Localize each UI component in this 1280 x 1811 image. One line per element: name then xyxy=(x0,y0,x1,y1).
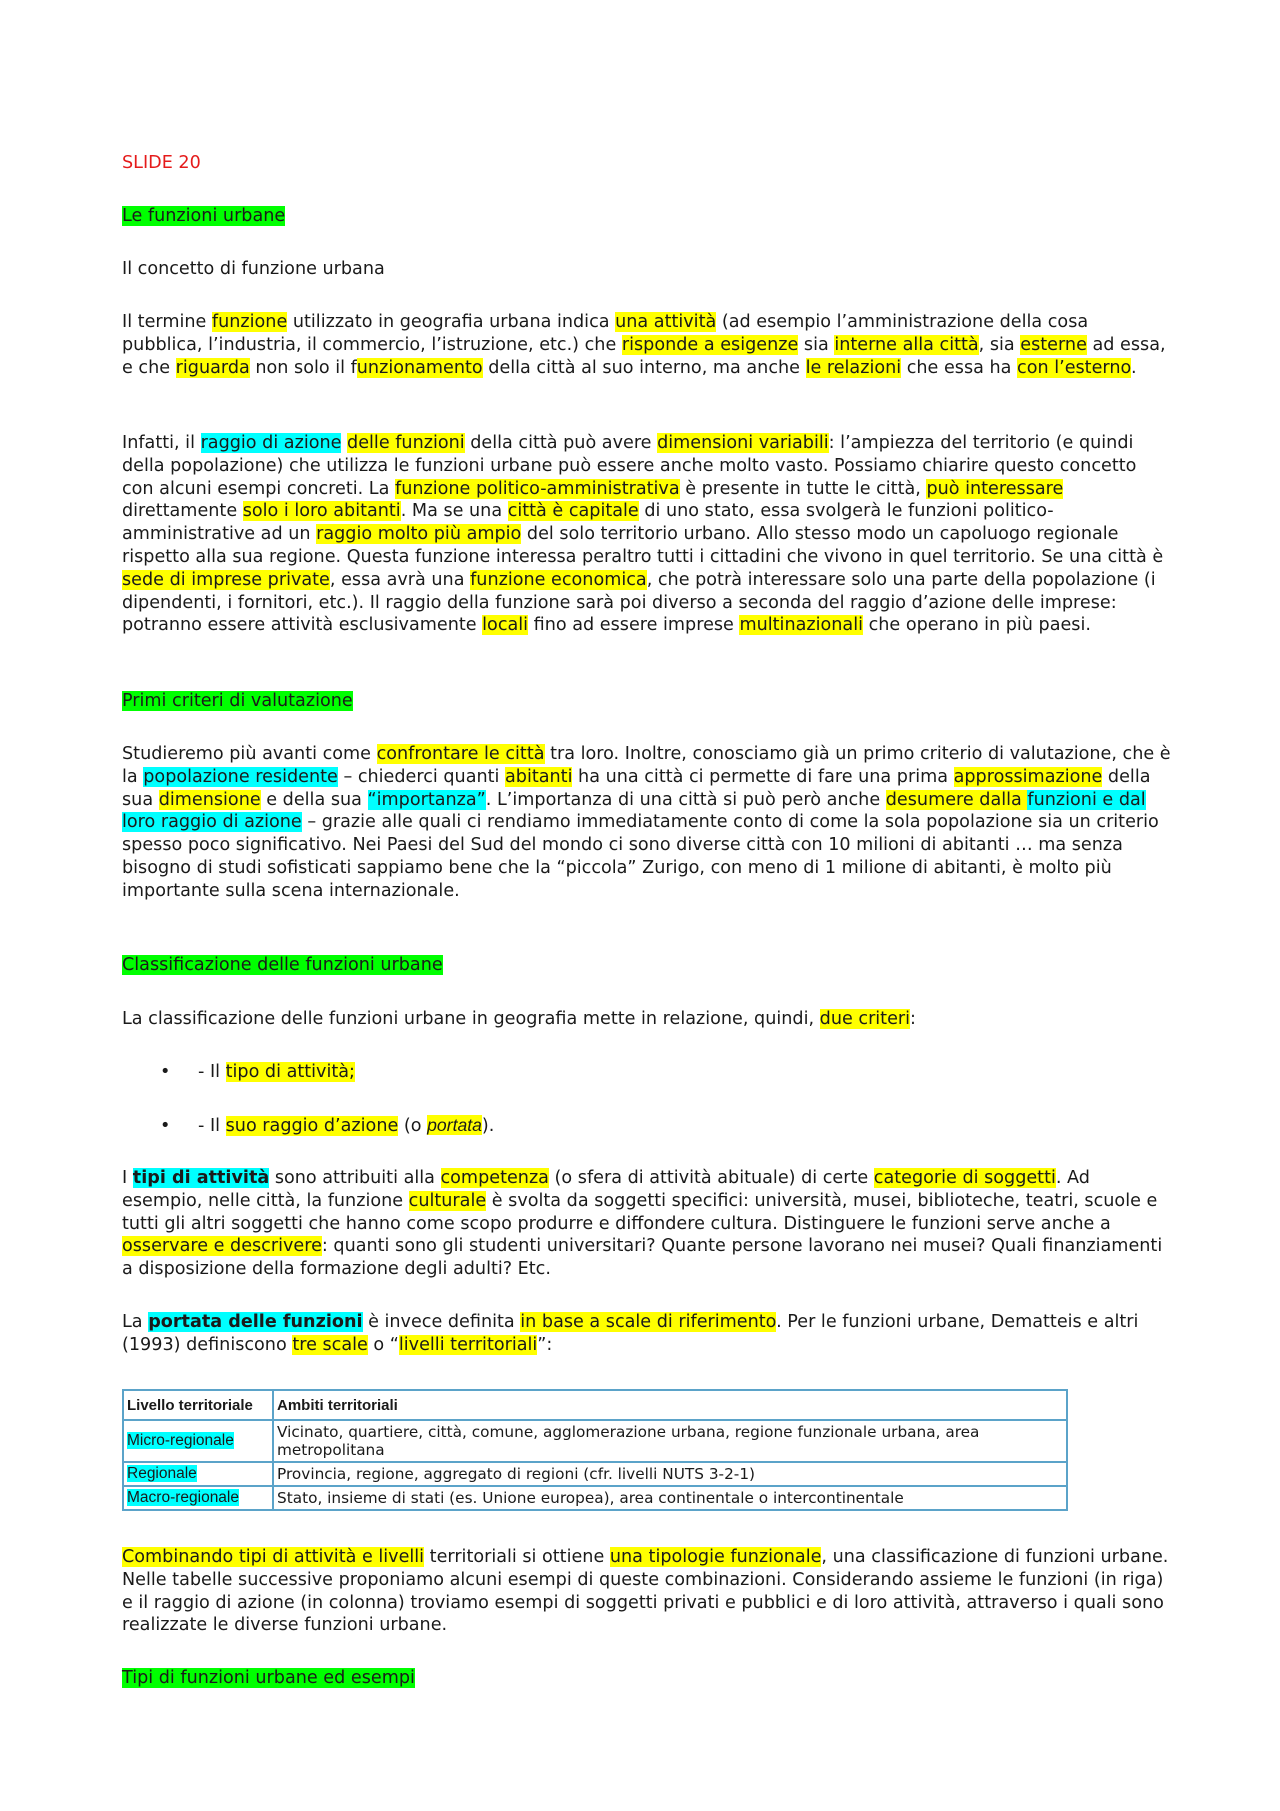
section-title-criteri: Primi criteri di valutazione xyxy=(122,691,353,711)
table-cell-level: Macro-regionale xyxy=(123,1486,273,1510)
section-title-funzioni-urbane: Le funzioni urbane xyxy=(122,206,286,226)
table-cell-level: Micro-regionale xyxy=(123,1420,273,1462)
subtitle-concetto: Il concetto di funzione urbana xyxy=(122,259,385,279)
paragraph-tipi-attivita: I tipi di attività sono attribuiti alla competenza (o sfera di attività abituale) di certe categorie di soggetti. Ad esempio, nelle città, la funzione culturale è svolta da soggetti specifici: università, musei, biblioteche, teatri, scuole e tutti gli altri soggetti che hanno come scopo produrre e diffondere cultura. Distinguere le funzioni serve anche a osservare e descrivere: quanti sono gli studenti universitari? Quante persone lavorano nei musei? Quali finanziamenti a disposizione della formazione degli adulti? Etc. xyxy=(122,1168,1163,1280)
table-header: Livello territoriale xyxy=(123,1390,273,1420)
table-row xyxy=(123,1486,1067,1510)
table-row xyxy=(123,1420,1067,1462)
section-title-tipi-funzioni: Tipi di funzioni urbane ed esempi xyxy=(122,1668,415,1688)
table-cell-scope: Vicinato, quartiere, città, comune, agglomerazione urbana, regione funzionale urbana, area metropolitana xyxy=(273,1420,1067,1462)
paragraph-confrontare-citta: Studieremo più avanti come confrontare le città tra loro. Inoltre, conosciamo già un primo criterio di valutazione, che è la popolazione residente – chiederci quanti abitanti ha una città ci permette di fare una prima approssimazione della sua dimensione e della sua “importanza”. L’importanza di una città si può però anche desumere dalla funzioni e dal loro raggio di azione – grazie alle quali ci rendiamo immediatamente conto di come la sola popolazione sia un criterio spesso poco significativo. Nei Paesi del Sud del mondo ci sono diverse città con 10 milioni di abitanti … ma senza bisogno di studi sofisticati sappiamo bene che la “piccola” Zurigo, con meno di 1 milione di abitanti, è molto più importante sulla scena internazionale. xyxy=(122,744,1171,901)
paragraph-tipologie-funzionale: Combinando tipi di attività e livelli territoriali si ottiene una tipologie funzionale, una classificazione di funzioni urbane. Nelle tabelle successive proponiamo alcuni esempi di queste combinazioni. Considerando assieme le funzioni (in riga) e il raggio di azione (in colonna) troviamo esempi di soggetti privati e pubblici e di loro attività, attraverso i quali sono realizzate le diverse funzioni urbane. xyxy=(122,1547,1169,1636)
list-item: • - Il suo raggio d’azione (o portata). xyxy=(160,1115,495,1136)
table-cell-scope: Stato, insieme di stati (es. Unione europea), area continentale o intercontinentale xyxy=(273,1486,1067,1510)
paragraph-termine-funzione: Il termine funzione utilizzato in geografia urbana indica una attività (ad esempio l’amministrazione della cosa pubblica, l’industria, il commercio, l’istruzione, etc.) che risponde a esigenze sia interne alla città, sia esterne ad essa, e che riguarda non solo il funzionamento della città al suo interno, ma anche le relazioni che essa ha con l’esterno. xyxy=(122,312,1166,378)
paragraph-due-criteri: La classificazione delle funzioni urbane in geografia mette in relazione, quindi, due criteri: xyxy=(122,1009,916,1029)
list-item: • - Il tipo di attività; xyxy=(160,1062,355,1082)
territorial-levels-table xyxy=(122,1389,1068,1511)
section-title-classificazione: Classificazione delle funzioni urbane xyxy=(122,955,443,975)
table-cell-scope: Provincia, regione, aggregato di regioni (cfr. livelli NUTS 3-2-1) xyxy=(273,1462,1067,1486)
table-header: Ambiti territoriali xyxy=(273,1390,1067,1420)
table-cell-level: Regionale xyxy=(123,1462,273,1486)
table-header-row xyxy=(123,1390,1067,1420)
slide-label: SLIDE 20 xyxy=(122,153,201,173)
paragraph-portata-funzioni: La portata delle funzioni è invece definita in base a scale di riferimento. Per le funzioni urbane, Dematteis e altri (1993) definiscono tre scale o “livelli territoriali”: xyxy=(122,1312,1139,1355)
paragraph-raggio-azione: Infatti, il raggio di azione delle funzioni della città può avere dimensioni variabili: l’ampiezza del territorio (e quindi della popolazione) che utilizza le funzioni urbane può essere anche molto vasto. Possiamo chiarire questo concetto con alcuni esempi concreti. La funzione politico-amministrativa è presente in tutte le città, può interessare direttamente solo i loro abitanti. Ma se una città è capitale di uno stato, essa svolgerà le funzioni politico-amministrative ad un raggio molto più ampio del solo territorio urbano. Allo stesso modo un capoluogo regionale rispetto alla sua regione. Questa funzione interessa peraltro tutti i cittadini che vivono in quel territorio. Se una città è sede di imprese private, essa avrà una funzione economica, che potrà interessare solo una parte della popolazione (i dipendenti, i fornitori, etc.). Il raggio della funzione sarà poi diverso a seconda del raggio d’azione delle imprese: potranno essere attività esclusivamente locali fino ad essere imprese multinazionali che operano in più paesi. xyxy=(122,433,1164,636)
table-row xyxy=(123,1462,1067,1486)
